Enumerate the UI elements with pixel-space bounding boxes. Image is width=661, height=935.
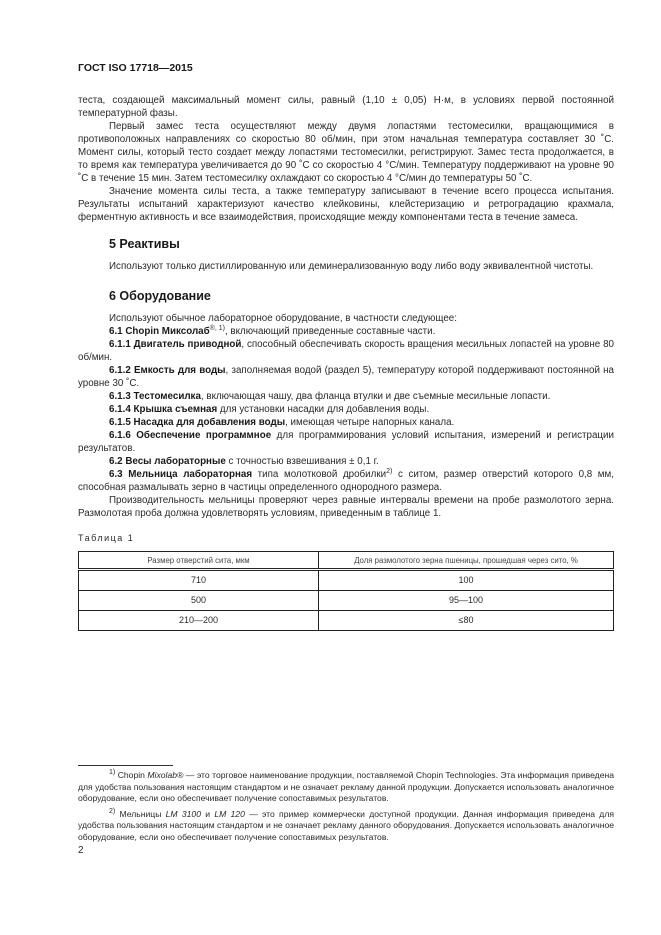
table-cell: 710 — [79, 570, 319, 591]
table-caption: Таблица 1 — [78, 533, 135, 543]
table-header-row — [79, 552, 614, 570]
footnote-1: $^{1)}$ Chopin Mixolab® — это торговое наименование продукции, поставляемой Chopin Technologies. Эта информация приведена для удобства пользования настоящим стандартом и не означает рекламу данной продукции. Допускается использовать аналогичное оборудование, если оно обеспечивает получение сопоставимых результатов. — [78, 769, 614, 803]
list-item-6-2: 6.2 Весы лабораторные с точностью взвешивания ± 0,1 г. — [109, 456, 379, 467]
paragraph: Значение момента силы теста, а также температуру записывают в течение всего процесса испытания. Результаты испытаний характеризуют качество клейковины, клейстеризацию и ретроградацию крахмала, ферментную активность и все взаимодействия, происходящие между компонентами теста в течение замеса. — [78, 186, 614, 223]
footnote-2: $^{2)}$ Мельницы LM 3100 и LM 120 — это пример коммерчески доступной продукции. Данная информация приведена для удобства пользования настоящим стандартом и не означает рекламу данного оборудования. Допускается использовать аналогичное оборудование, если оно обеспечивает получение сопоставимых результатов. — [78, 807, 614, 842]
paragraph: теста, создающей максимальный момент силы, равный (1,10 ± 0,05) Н·м, в условиях первой постоянной температурной фазы. — [78, 95, 614, 119]
table-row — [79, 611, 614, 631]
paragraph: Производительность мельницы проверяют через равные интервалы времени на пробе размолотого зерна. Размолотая проба должна удовлетворять условиям, приведенным в таблице 1. — [78, 495, 614, 519]
paragraph: Используют только дистиллированную или деминерализованную воду либо воду эквивалентной чистоты. — [109, 261, 594, 272]
table-cell: ≤80 — [319, 611, 614, 631]
paragraph: Используют обычное лабораторное оборудование, в частности следующее: — [109, 313, 457, 324]
section-heading-6: 6 Оборудование — [109, 289, 211, 303]
table-cell: 500 — [79, 591, 319, 611]
table-header-cell: Доля размолотого зерна пшеницы, прошедшая через сито, % — [319, 552, 614, 570]
table-1 — [78, 551, 614, 631]
table-cell: 210—200 — [79, 611, 319, 631]
section-heading-5: 5 Реактивы — [109, 237, 180, 251]
list-item-6-1-3: 6.1.3 Тестомесилка, включающая чашу, два фланца втулки и две съемные месильные лопасти. — [109, 391, 551, 402]
list-item-6-1: 6.1 Chopin Миксолаб$^{®, 1)}$, включающий приведенные составные части. — [109, 325, 436, 337]
page-number: 2 — [78, 845, 84, 856]
list-item-6-1-4: 6.1.4 Крышка съемная для установки насадки для добавления воды. — [109, 404, 430, 415]
list-item-6-1-2: 6.1.2 Емкость для воды, заполняемая водой (раздел 5), температуру которой поддерживают постоянной на уровне 30 ˚С. — [78, 365, 614, 389]
list-item-6-3: 6.3 Мельница лабораторная типа молотковой дробилки$^{2)}$ с ситом, размер отверстий которого 0,8 мм, способная размалывать зерно в частицы определенного однородного размера. — [78, 468, 615, 493]
table-row — [79, 570, 614, 591]
list-item-6-1-5: 6.1.5 Насадка для добавления воды, имеющая четыре напорных канала. — [109, 417, 455, 428]
footnotes — [78, 765, 614, 843]
table-cell: 95—100 — [319, 591, 614, 611]
table-header-cell: Размер отверстий сита, мкм — [79, 552, 319, 570]
paragraph: Первый замес теста осуществляют между двумя лопастями тестомесилки, вращающимися в противоположных направлениях со скоростью 80 об/мин, при этом начальная температура составляет 30 ˚С. Момент силы, который тесто создает между лопастями тестомесилки, регистрируют. Замес теста продолжается, в то время как температура увеличивается до 90 ˚С со скоростью 4 °С/мин. Температуру поддерживают на уровне 90 ˚С в течение 15 мин. Затем тестомесилку охлаждают со скоростью 4 °С/мин до температуры 50 ˚С. — [78, 121, 614, 184]
list-item-6-1-1: 6.1.1 Двигатель приводной, способный обеспечивать скорость вращения месильных лопастей на уровне 80 об/мин. — [78, 339, 614, 363]
table-row — [79, 591, 614, 611]
page-body — [78, 94, 614, 631]
list-item-6-1-6: 6.1.6 Обеспечение программное для программирования условий испытания, измерений и регистрации результатов. — [78, 430, 614, 454]
running-header: ГОСТ ISO 17718—2015 — [78, 62, 193, 74]
table-cell: 100 — [319, 570, 614, 591]
footnote-rule — [78, 765, 173, 766]
